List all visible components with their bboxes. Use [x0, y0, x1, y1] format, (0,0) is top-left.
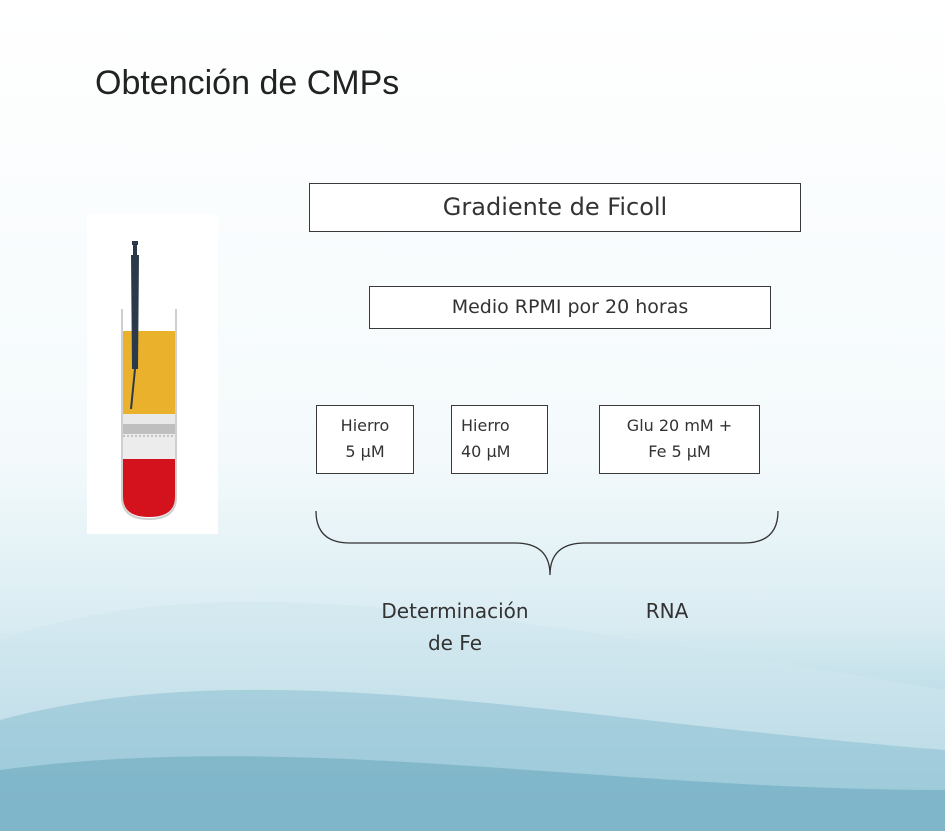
- treatment-label: Hierro: [461, 416, 510, 435]
- outcome-line: Determinación: [381, 599, 529, 623]
- treatment-iron-40-box: [451, 405, 548, 474]
- treatment-dose: Fe 5 μM: [648, 442, 711, 461]
- ficoll-gradient-box: Gradiente de Ficoll: [309, 183, 801, 232]
- slide-title: Obtención de CMPs: [95, 64, 400, 102]
- outcome-line: de Fe: [427, 631, 483, 655]
- curly-brace: [310, 505, 784, 585]
- outcome-iron-determination: [366, 595, 544, 659]
- treatment-label: Glu 20 mM +: [626, 416, 733, 435]
- treatment-glucose-iron-box: [599, 405, 760, 474]
- treatment-iron-5-box: [316, 405, 414, 474]
- treatment-dose: 40 μM: [461, 442, 511, 461]
- ficoll-tube-illustration: [87, 214, 218, 534]
- treatment-dose: 5 μM: [345, 442, 385, 461]
- treatment-label: Hierro: [340, 416, 390, 435]
- outcome-rna: RNA: [645, 599, 689, 623]
- rpmi-medium-box: Medio RPMI por 20 horas: [369, 286, 771, 329]
